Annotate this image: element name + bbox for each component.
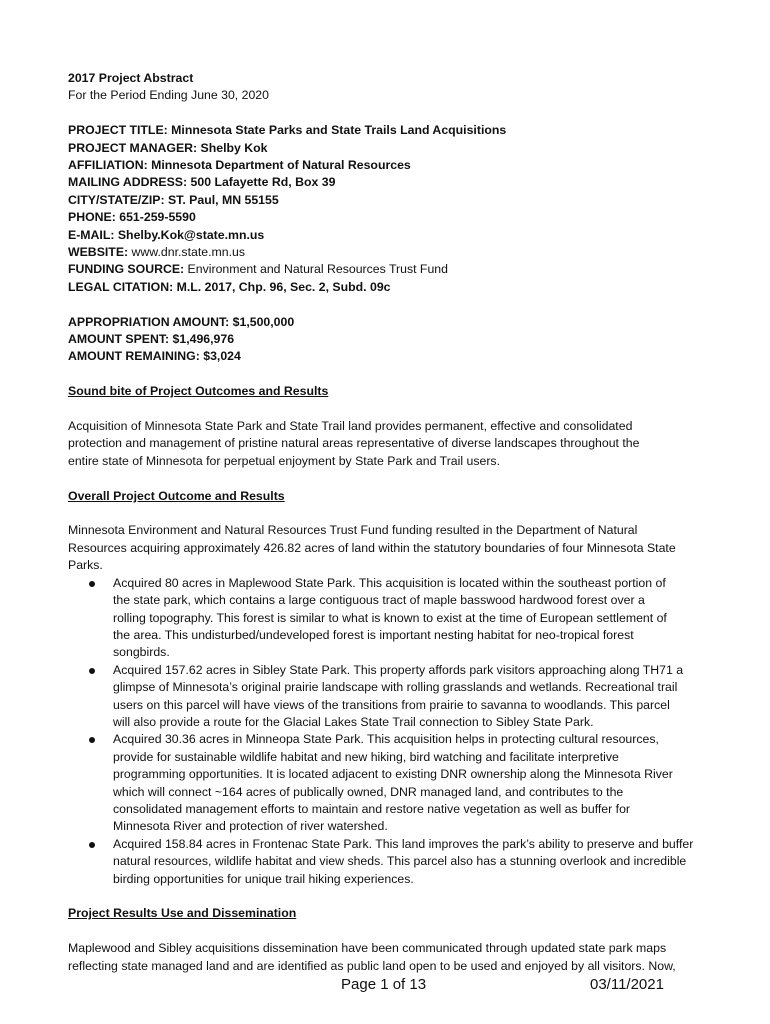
- bullet-line: will also provide a route for the Glacial Lakes State Trail connection to Sibley State Park.: [113, 714, 594, 729]
- sound-bite-line: protection and management of pristine natural areas representative of diverse landscapes throughout the: [68, 436, 640, 451]
- bullet-line: rolling topography. This forest is similar to what is known to exist at the time of European settlement of: [113, 610, 667, 625]
- dissemination-heading: Project Results Use and Dissemination: [68, 906, 297, 921]
- overall-heading: Overall Project Outcome and Results: [68, 488, 285, 503]
- website-value: www.dnr.state.mn.us: [128, 245, 245, 260]
- mailing-address: MAILING ADDRESS: 500 Lafayette Rd, Box 39: [68, 175, 336, 190]
- bullet-line: Acquired 30.36 acres in Minneopa State Park. This acquisition helps in protecting cultural resources,: [113, 732, 659, 747]
- footer-date: 03/11/2021: [590, 976, 664, 993]
- bullet-line: glimpse of Minnesota’s original prairie landscape with rolling grasslands and wetlands. Recreational trail: [113, 680, 678, 695]
- overall-intro-line: Parks.: [68, 558, 103, 573]
- bullet-line: users on this parcel will have views of the transitions from prairie to savanna to woodlands. This parcel: [113, 697, 670, 712]
- period-line: For the Period Ending June 30, 2020: [68, 88, 269, 103]
- bullet-dot-icon: [89, 737, 95, 743]
- bullet-line: which will connect ~164 acres of publically owned, DNR managed land, and contributes to the: [113, 784, 624, 799]
- funding-label: FUNDING SOURCE:: [68, 262, 185, 277]
- project-title: PROJECT TITLE: Minnesota State Parks and State Trails Land Acquisitions: [68, 123, 507, 138]
- phone: PHONE: 651-259-5590: [68, 210, 196, 225]
- bullet-line: the state park, which contains a large contiguous tract of maple basswood hardwood forest over a: [113, 593, 645, 608]
- bullet-dot-icon: [89, 842, 95, 848]
- project-manager: PROJECT MANAGER: Shelby Kok: [68, 140, 268, 155]
- appropriation-amount: APPROPRIATION AMOUNT: $1,500,000: [68, 314, 295, 329]
- funding-line: [68, 261, 708, 278]
- bullet-line: Acquired 80 acres in Maplewood State Park. This acquisition is located within the southeast portion of: [113, 575, 666, 590]
- city-state-zip: CITY/STATE/ZIP: ST. Paul, MN 55155: [68, 192, 279, 207]
- amount-remaining: AMOUNT REMAINING: $3,024: [68, 349, 241, 364]
- list-item: [68, 731, 708, 835]
- bullet-dot-icon: [89, 581, 95, 587]
- affiliation: AFFILIATION: Minnesota Department of Natural Resources: [68, 158, 411, 173]
- bullet-line: provide for sustainable wildlife habitat and new hiking, bird watching and facilitate interpretive: [113, 749, 619, 764]
- funding-value: Environment and Natural Resources Trust Fund: [184, 262, 448, 277]
- abstract-title: 2017 Project Abstract: [68, 71, 194, 85]
- bullet-line: natural resources, wildlife habitat and view sheds. This parcel also has a stunning overlook and incredible: [113, 854, 687, 869]
- legal-citation: LEGAL CITATION: M.L. 2017, Chp. 96, Sec. 2, Subd. 09c: [68, 279, 391, 294]
- bullet-line: the area. This undisturbed/undeveloped forest is important nesting habitat for neo-tropical forest: [113, 627, 634, 642]
- list-item: [68, 575, 708, 662]
- overall-intro-line: Resources acquiring approximately 426.82 acres of land within the statutory boundaries of four Minnesota State: [68, 540, 676, 555]
- website-line: [68, 244, 708, 261]
- bullet-line: consolidated management efforts to maintain and restore native vegetation as well as buffer for: [113, 801, 631, 816]
- bullet-line: Acquired 157.62 acres in Sibley State Park. This property affords park visitors approaching along TH71 a: [113, 662, 684, 677]
- sound-bite-heading: Sound bite of Project Outcomes and Results: [68, 384, 329, 399]
- email: E-MAIL: Shelby.Kok@state.mn.us: [68, 227, 265, 242]
- sound-bite-line: entire state of Minnesota for perpetual enjoyment by State Park and Trail users.: [68, 453, 500, 468]
- dissemination-line: Maplewood and Sibley acquisitions dissemination have been communicated through updated state park maps: [68, 941, 667, 956]
- bullet-line: birding opportunities for unique trail hiking experiences.: [113, 871, 414, 886]
- bullet-line: programming opportunities. It is located adjacent to existing DNR ownership along the Minnesota River: [113, 767, 673, 782]
- bullet-line: Minnesota River and protection of river watershed.: [113, 819, 388, 834]
- overall-intro-line: Minnesota Environment and Natural Resources Trust Fund funding resulted in the Department of Natural: [68, 523, 638, 538]
- outcome-list: [68, 575, 708, 888]
- dissemination-line: reflecting state managed land and are identified as public land open to be used and enjoyed by all visitors. Now,: [68, 958, 676, 973]
- page-number: Page 1 of 13: [341, 976, 427, 993]
- sound-bite-line: Acquisition of Minnesota State Park and State Trail land provides permanent, effective and consolidated: [68, 419, 633, 434]
- list-item: [68, 662, 708, 732]
- bullet-line: Acquired 158.84 acres in Frontenac State Park. This land improves the park’s ability to preserve and buffer: [113, 836, 694, 851]
- website-label: WEBSITE:: [68, 245, 129, 260]
- bullet-dot-icon: [89, 668, 95, 674]
- page-content: [68, 70, 708, 975]
- amount-spent: AMOUNT SPENT: $1,496,976: [68, 332, 235, 347]
- bullet-line: songbirds.: [113, 645, 170, 660]
- list-item: [68, 836, 708, 888]
